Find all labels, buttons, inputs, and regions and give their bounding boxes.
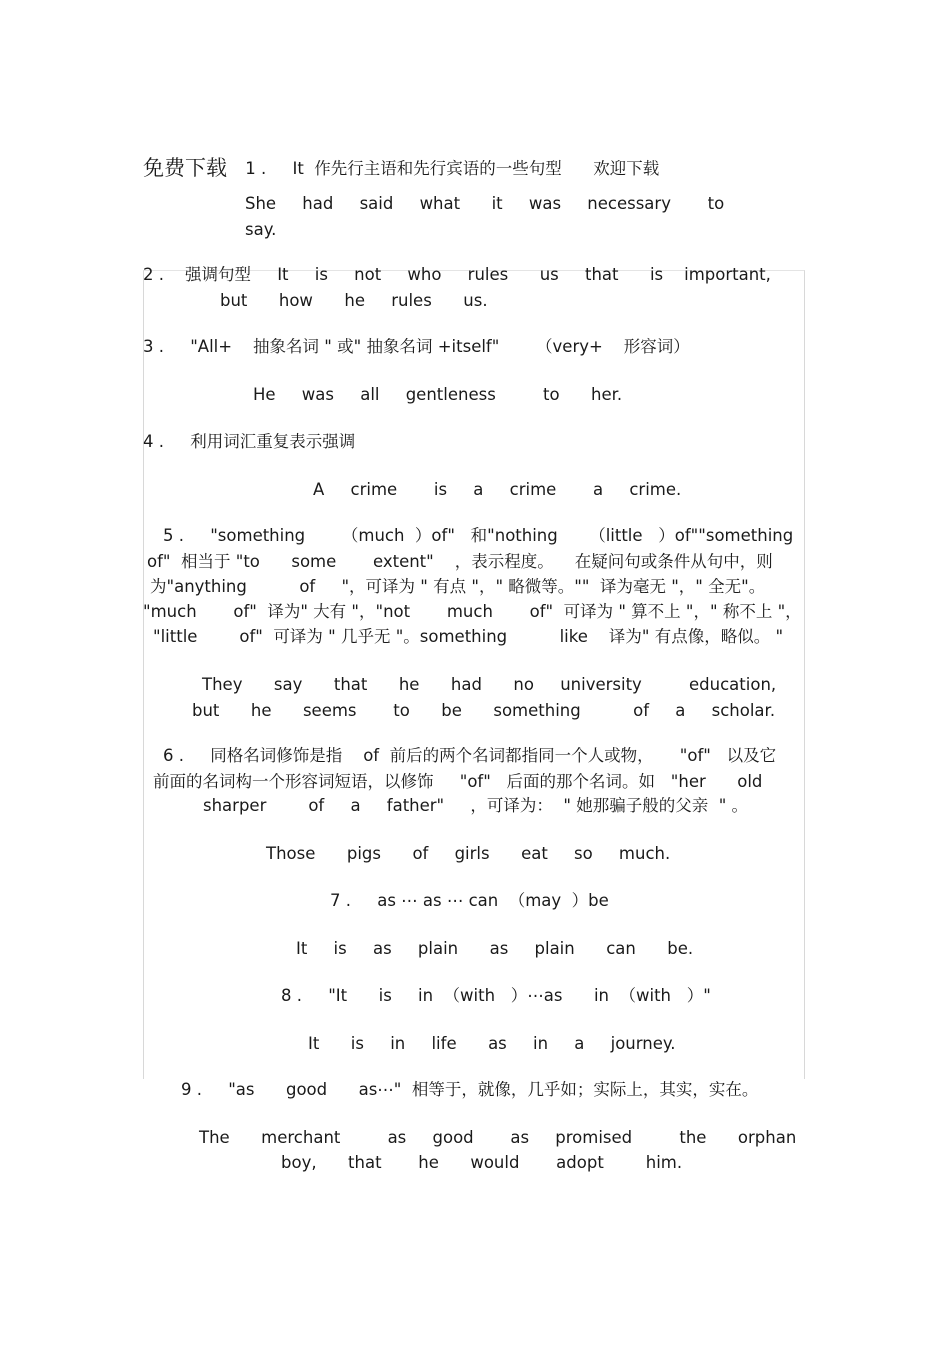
heading-5-line-5: "little of" 可译为 " 几乎无 "。something like 译为" 有点像，略似。 ": [153, 627, 784, 646]
heading-7: 7 . as ⋯ as ⋯ can （may ）be: [330, 891, 609, 910]
heading-5-line-4: "much of" 译为" 大有 "，"not much of" 可译为 " 算不上 "，" 称不上 "，: [143, 602, 802, 621]
example-6: Those pigs of girls eat so much.: [266, 844, 671, 863]
example-9-line-2: boy, that he would adopt him.: [281, 1153, 683, 1172]
heading-5-line-2: of" 相当于 "to some extent" ，表示程度。 在疑问句或条件从句中，则: [147, 552, 773, 571]
heading-2: 2 . 强调句型 It is not who rules us that is important,: [143, 265, 771, 284]
example-5-line-2: but he seems to be something of a scholar.: [192, 701, 776, 720]
heading-6-line-3: sharper of a father" ，可译为： " 她那骗子般的父亲 " 。: [203, 796, 749, 815]
heading-9: 9 . "as good as⋯" 相等于，就像，几乎如；实际上，其实，实在。: [181, 1080, 759, 1099]
heading-8: 8 . "It is in （with ）⋯as in （with ）": [281, 986, 711, 1005]
example-3: He was all gentleness to her.: [253, 385, 623, 404]
heading-4: 4 . 利用词汇重复表示强调: [143, 432, 356, 451]
example-2-line-2: but how he rules us.: [220, 291, 488, 310]
example-1-line-1: She had said what it was necessary to: [245, 194, 725, 213]
heading-3: 3 . "All+ 抽象名词 " 或" 抽象名词 +itself" （very+ 形容词）: [143, 337, 690, 356]
heading-5-line-1: 5 . "something （much ）of" 和"nothing （little ）of""something: [163, 526, 794, 545]
header-brand: 免费下载: [143, 156, 227, 180]
heading-5-line-3: 为"anything of "，可译为 " 有点 "，" 略微等。"" 译为毫无 "，" 全无"。: [150, 577, 766, 596]
example-4: A crime is a crime a crime.: [313, 480, 682, 499]
example-5-line-1: They say that he had no university education,: [202, 675, 777, 694]
heading-1: 1 . It 作先行主语和先行宾语的一些句型 欢迎下载: [240, 159, 660, 178]
example-7: It is as plain as plain can be.: [296, 939, 694, 958]
heading-6-line-1: 6 . 同格名词修饰是指 of 前后的两个名词都指同一个人或物， "of" 以及它: [163, 746, 777, 765]
example-9-line-1: The merchant as good as promised the orphan: [199, 1128, 797, 1147]
example-8: It is in life as in a journey.: [308, 1034, 676, 1053]
heading-6-line-2: 前面的名词构一个形容词短语，以修饰 "of" 后面的那个名词。如 "her old: [153, 772, 763, 791]
example-1-line-2: say.: [245, 220, 277, 239]
